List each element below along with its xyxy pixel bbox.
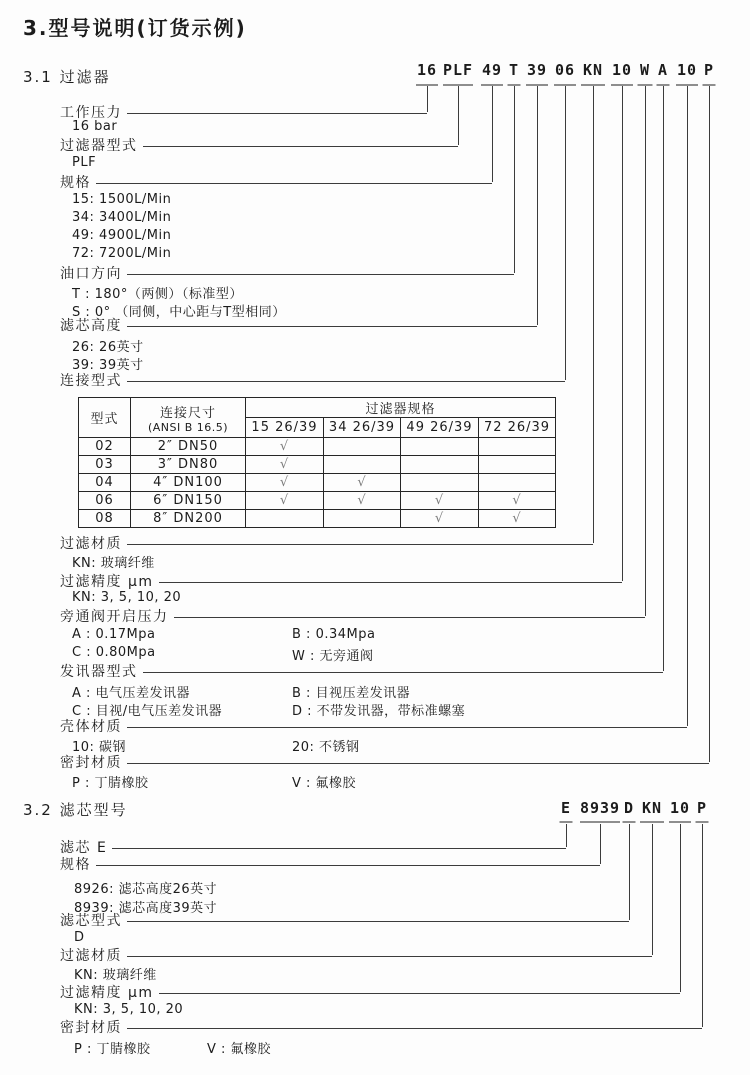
seal-option-v: V : 氟橡胶: [292, 776, 357, 791]
col-header-type: 型式: [79, 398, 131, 438]
element-filtration-rating-value: KN: 3, 5, 10, 20: [74, 1002, 184, 1017]
drop-line: [629, 824, 630, 920]
element-filter-material-value: KN: 玻璃纤维: [74, 968, 157, 983]
spec-item: 15: 1500L/Min: [72, 192, 172, 207]
check-cell: √: [479, 492, 556, 510]
bypass-option-a: A : 0.17Mpa: [72, 627, 156, 642]
leader-line: [112, 848, 566, 849]
model-code-segment: 10: [676, 61, 698, 79]
cell-type: 02: [79, 438, 131, 456]
check-cell: √: [246, 438, 324, 456]
code-underline: [580, 821, 620, 823]
leader-element-filter-material: [60, 946, 652, 964]
table-row: [79, 438, 556, 456]
model-code-segment: 16: [416, 61, 438, 79]
leader-line: [127, 763, 709, 764]
housing-option-20: 20: 不锈钢: [292, 740, 360, 755]
model-code-segment: T: [508, 61, 520, 79]
element-seal-option-p: P : 丁腈橡胶: [74, 1042, 151, 1057]
leader-connection-type: [60, 371, 565, 389]
col-header-connection-line2: (ANSI B 16.5): [147, 420, 229, 434]
model-code-segment: PLF: [442, 61, 474, 79]
table-row: [79, 474, 556, 492]
spec-item: 49: 4900L/Min: [72, 228, 172, 243]
element-spec-item: 8939: 滤芯高度39英寸: [74, 901, 218, 916]
cell-type: 06: [79, 492, 131, 510]
leader-line: [159, 582, 623, 583]
check-cell: [479, 456, 556, 474]
housing-option-10: 10: 碳钢: [72, 740, 127, 755]
leader-line: [127, 113, 427, 114]
element-code-segment: 10: [669, 799, 691, 817]
label-connection-type: 连接型式: [60, 373, 122, 389]
port-direction-item: T : 180°（两侧）（标准型）: [72, 287, 243, 302]
working-pressure-value: 16 bar: [72, 119, 118, 134]
table-row: [79, 510, 556, 528]
leader-bypass-valve: [60, 607, 645, 625]
model-code-segment: W: [639, 61, 651, 79]
cell-connection: 6″ DN150: [131, 492, 246, 510]
col-header-spec: 72 26/39: [479, 418, 556, 438]
drop-line: [652, 824, 653, 955]
element-code-segment: D: [623, 799, 635, 817]
cell-type: 03: [79, 456, 131, 474]
check-cell: √: [246, 474, 324, 492]
bypass-option-b: B : 0.34Mpa: [292, 627, 376, 642]
element-code-segment: P: [696, 799, 708, 817]
leader-line: [127, 1028, 702, 1029]
label-filter-material: 过滤材质: [60, 536, 122, 552]
section-2-heading: 3.2 滤芯型号: [23, 801, 128, 819]
code-underline: [669, 821, 691, 823]
leader-element-spec: [60, 855, 600, 873]
label-working-pressure: 工作压力: [60, 105, 122, 121]
check-cell: [401, 456, 479, 474]
check-cell: [324, 456, 401, 474]
check-cell: √: [324, 492, 401, 510]
col-header-filter-spec-group: 过滤器规格: [246, 398, 556, 418]
drop-line: [709, 86, 710, 762]
label-bypass-valve: 旁通阀开启压力: [60, 609, 169, 625]
drop-line: [492, 86, 493, 182]
leader-spec: [60, 173, 492, 191]
check-cell: [246, 510, 324, 528]
code-underline: [560, 821, 573, 823]
leader-element-seal-material: [60, 1018, 702, 1036]
section-1-heading: 3.1 过滤器: [23, 68, 111, 86]
model-code-segment: P: [703, 61, 715, 79]
label-element-type: 滤芯型式: [60, 913, 122, 929]
drop-line: [458, 86, 459, 145]
spec-item: 72: 7200L/Min: [72, 246, 172, 261]
drop-line: [622, 86, 623, 581]
leader-line: [127, 921, 629, 922]
element-spec-item: 8926: 滤芯高度26英寸: [74, 882, 218, 897]
leader-line: [127, 956, 652, 957]
check-cell: [479, 438, 556, 456]
cell-connection: 4″ DN100: [131, 474, 246, 492]
drop-line: [565, 86, 566, 380]
leader-element-filtration-rating: [60, 983, 680, 1001]
cell-connection: 2″ DN50: [131, 438, 246, 456]
drop-line: [593, 86, 594, 543]
filter-material-value: KN: 玻璃纤维: [72, 556, 155, 571]
leader-filter-type: [60, 136, 458, 154]
indicator-option-a: A : 电气压差发讯器: [72, 686, 191, 701]
label-port-direction: 油口方向: [60, 266, 122, 282]
connection-spec-table: [78, 397, 556, 528]
indicator-option-c: C : 目视/电气压差发讯器: [72, 704, 223, 719]
drop-line: [702, 824, 703, 1027]
leader-line: [127, 381, 565, 382]
check-cell: [401, 474, 479, 492]
element-height-item: 26: 26英寸: [72, 340, 144, 355]
label-element: 滤芯 E: [60, 840, 108, 856]
model-code-segment: 06: [554, 61, 576, 79]
drop-line: [663, 86, 664, 671]
cell-type: 08: [79, 510, 131, 528]
check-cell: √: [479, 510, 556, 528]
label-element-seal-material: 密封材质: [60, 1020, 122, 1036]
label-element-filtration-rating: 过滤精度 μm: [60, 985, 154, 1001]
check-cell: [401, 438, 479, 456]
label-filter-type: 过滤器型式: [60, 138, 138, 154]
label-spec: 规格: [60, 175, 91, 191]
leader-line: [127, 544, 593, 545]
leader-port-direction: [60, 264, 514, 282]
code-underline: [696, 821, 709, 823]
leader-filter-material: [60, 534, 593, 552]
port-direction-item: S : 0° （同侧，中心距与T型相同）: [72, 305, 286, 320]
leader-housing-material: [60, 717, 687, 735]
check-cell: [479, 474, 556, 492]
element-code-segment: 8939: [579, 799, 621, 817]
leader-indicator-type: [60, 662, 663, 680]
leader-line: [143, 672, 664, 673]
drop-line: [566, 824, 567, 847]
drop-line: [600, 824, 601, 864]
model-code-segment: A: [657, 61, 669, 79]
drop-line: [645, 86, 646, 616]
label-element-spec: 规格: [60, 857, 91, 873]
drop-line: [514, 86, 515, 273]
filter-type-value: PLF: [72, 155, 97, 170]
bypass-option-w: W : 无旁通阀: [292, 649, 374, 664]
leader-filtration-rating: [60, 572, 622, 590]
code-underline: [623, 821, 636, 823]
element-code-segment: E: [560, 799, 572, 817]
drop-line: [687, 86, 688, 726]
leader-line: [127, 326, 537, 327]
leader-line: [127, 274, 514, 275]
check-cell: √: [324, 474, 401, 492]
cell-connection: 8″ DN200: [131, 510, 246, 528]
leader-seal-material: [60, 753, 709, 771]
code-underline: [640, 821, 664, 823]
leader-line: [159, 993, 681, 994]
leader-line: [96, 183, 492, 184]
element-code-segment: KN: [641, 799, 663, 817]
model-code-segment: 49: [481, 61, 503, 79]
check-cell: √: [246, 492, 324, 510]
bypass-option-c: C : 0.80Mpa: [72, 645, 156, 660]
check-cell: [324, 438, 401, 456]
check-cell: [324, 510, 401, 528]
leader-element: [60, 838, 566, 856]
table-row: [79, 492, 556, 510]
seal-option-p: P : 丁腈橡胶: [72, 776, 149, 791]
drop-line: [680, 824, 681, 992]
check-cell: √: [401, 492, 479, 510]
check-cell: √: [246, 456, 324, 474]
label-seal-material: 密封材质: [60, 755, 122, 771]
col-header-spec: 49 26/39: [401, 418, 479, 438]
col-header-connection-line1: 连接尺寸: [159, 405, 216, 421]
cell-type: 04: [79, 474, 131, 492]
leader-line: [174, 617, 646, 618]
drop-line: [537, 86, 538, 325]
model-code-segment: 39: [526, 61, 548, 79]
label-element-height: 滤芯高度: [60, 318, 122, 334]
model-code-segment: KN: [582, 61, 604, 79]
element-height-item: 39: 39英寸: [72, 358, 144, 373]
indicator-option-b: B : 目视压差发讯器: [292, 686, 411, 701]
label-filtration-rating: 过滤精度 μm: [60, 574, 154, 590]
page-title: 3.型号说明(订货示例): [23, 16, 247, 40]
spec-item: 34: 3400L/Min: [72, 210, 172, 225]
filtration-rating-value: KN: 3, 5, 10, 20: [72, 590, 182, 605]
leader-line: [96, 865, 600, 866]
indicator-option-d: D : 不带发讯器，带标准螺塞: [292, 704, 466, 719]
col-header-connection: [131, 398, 246, 438]
drop-line: [427, 86, 428, 112]
cell-connection: 3″ DN80: [131, 456, 246, 474]
label-element-filter-material: 过滤材质: [60, 948, 122, 964]
label-indicator-type: 发讯器型式: [60, 664, 138, 680]
leader-line: [143, 146, 459, 147]
element-seal-option-v: V : 氟橡胶: [207, 1042, 272, 1057]
table-row: [79, 456, 556, 474]
model-code-segment: 10: [611, 61, 633, 79]
leader-line: [127, 727, 687, 728]
col-header-spec: 34 26/39: [324, 418, 401, 438]
check-cell: √: [401, 510, 479, 528]
label-housing-material: 壳体材质: [60, 719, 122, 735]
element-type-value: D: [74, 930, 85, 945]
col-header-spec: 15 26/39: [246, 418, 324, 438]
